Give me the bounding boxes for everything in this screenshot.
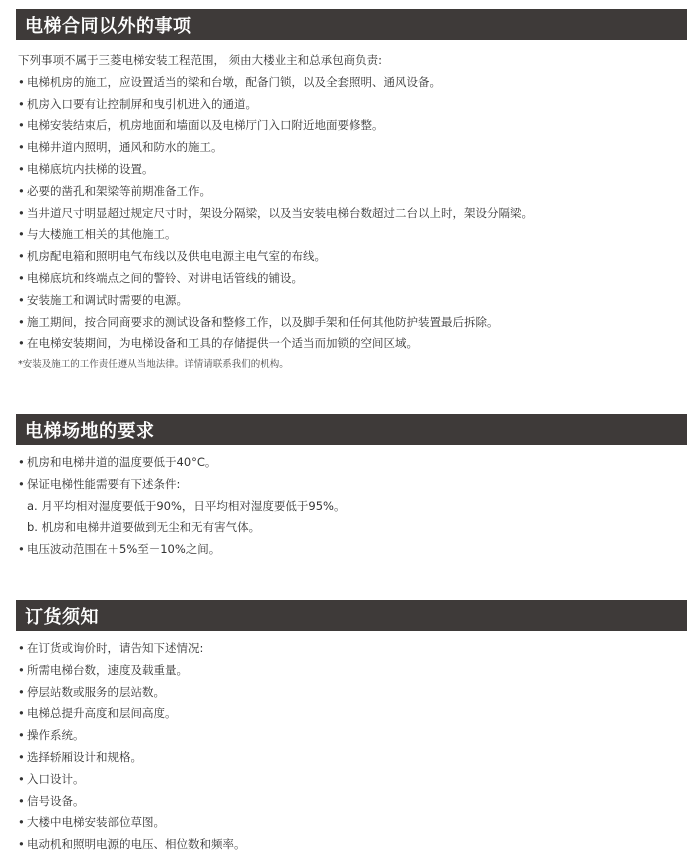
list-item: • 电梯井道内照明，通风和防水的施工。 xyxy=(18,137,687,159)
list-item: • 与大楼施工相关的其他施工。 xyxy=(18,224,687,246)
list-item: • 电梯安装结束后，机房地面和墙面以及电梯厅门入口附近地面要修整。 xyxy=(18,115,687,137)
section-title: 电梯场地的要求 xyxy=(25,420,155,442)
list-item: • 电梯底坑内扶梯的设置。 xyxy=(18,159,687,181)
list-item: • 信号设备。 xyxy=(18,791,687,813)
list-item: • 电梯机房的施工，应设置适当的梁和台墩，配备门锁，以及全套照明、通风设备。 xyxy=(18,72,687,94)
list-item: • 选择轿厢设计和规格。 xyxy=(18,747,687,769)
section-outside-contract xyxy=(16,9,687,375)
section-title: 订货须知 xyxy=(25,606,99,628)
list-item: • 电梯底坑和终端点之间的警铃、对讲电话管线的铺设。 xyxy=(18,268,687,290)
list-item: • 机房配电箱和照明电气布线以及供电电源主电气室的布线。 xyxy=(18,246,687,268)
list-item: • 保证电梯性能需要有下述条件: xyxy=(18,474,687,496)
list-item: • 必要的凿孔和架梁等前期准备工作。 xyxy=(18,181,687,203)
section-ordering-notes xyxy=(16,600,687,856)
list-item: • 电压波动范围在＋5%至－10%之间。 xyxy=(18,539,687,561)
list-item: • 当井道尺寸明显超过规定尺寸时，架设分隔梁，以及当安装电梯台数超过二台以上时，架设分隔梁。 xyxy=(18,203,687,225)
section-body xyxy=(16,445,687,561)
footnote: *安装及施工的工作责任遵从当地法律。详情请联系我们的机构。 xyxy=(18,359,289,371)
sub-list-item: b. 机房和电梯井道要做到无尘和无有害气体。 xyxy=(27,520,261,535)
list-item: • 在订货或询价时，请告知下述情况: xyxy=(18,638,687,660)
section-header xyxy=(16,414,687,445)
section-header xyxy=(16,9,687,40)
list-item: • 施工期间，按合同商要求的测试设备和整修工作，以及脚手架和任何其他防护装置最后拆除。 xyxy=(18,312,687,334)
list-item: • 停层站数或服务的层站数。 xyxy=(18,682,687,704)
section-site-requirements xyxy=(16,414,687,561)
list-item: • 操作系统。 xyxy=(18,725,687,747)
intro-text: 下列事项不属于三菱电梯安装工程范围， 须由大楼业主和总承包商负责: xyxy=(18,53,383,67)
list-item: • 机房和电梯井道的温度要低于40°C。 xyxy=(18,452,687,474)
list-item: • 机房入口要有让控制屏和曳引机进入的通道。 xyxy=(18,94,687,116)
list-item: • 电动机和照明电源的电压、相位数和频率。 xyxy=(18,834,687,856)
sub-list-item: a. 月平均相对湿度要低于90%，日平均相对湿度要低于95%。 xyxy=(27,498,346,513)
list-item: • 大楼中电梯安装部位草图。 xyxy=(18,812,687,834)
section-header xyxy=(16,600,687,631)
section-body xyxy=(16,40,687,375)
section-title: 电梯合同以外的事项 xyxy=(25,15,192,37)
list-item: • 入口设计。 xyxy=(18,769,687,791)
list-item: • 安装施工和调试时需要的电源。 xyxy=(18,290,687,312)
section-body xyxy=(16,631,687,856)
list-item: • 电梯总提升高度和层间高度。 xyxy=(18,703,687,725)
list-item: • 在电梯安装期间，为电梯设备和工具的存储提供一个适当而加锁的空间区域。 xyxy=(18,333,687,355)
list-item: • 所需电梯台数，速度及载重量。 xyxy=(18,660,687,682)
